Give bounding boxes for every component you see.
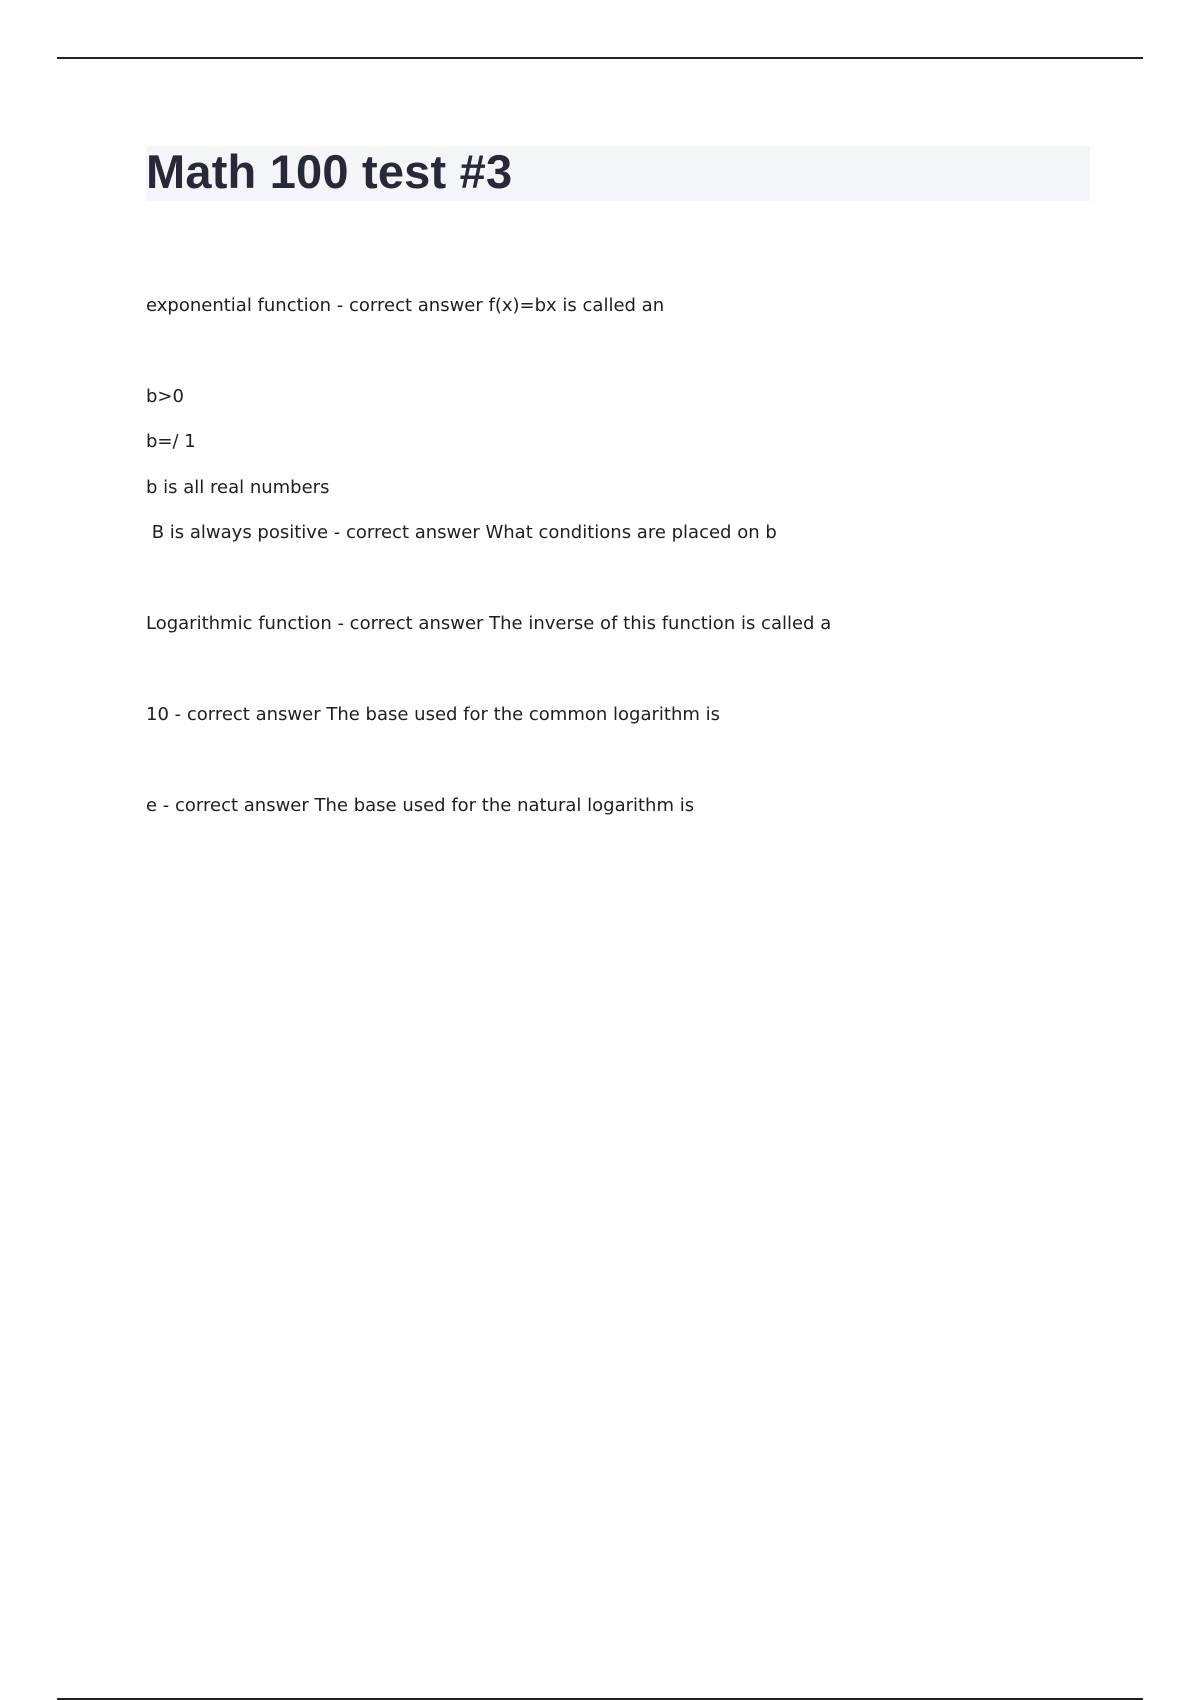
text-line: exponential function - correct answer f(x)=bx is called an [146, 295, 665, 316]
text-line: Logarithmic function - correct answer The inverse of this function is called a [146, 613, 832, 634]
text-line: b=/ 1 [146, 431, 196, 452]
text-line: B is always positive - correct answer What conditions are placed on b [146, 522, 777, 543]
page-title: Math 100 test #3 [146, 145, 513, 198]
text-line: e - correct answer The base used for the natural logarithm is [146, 795, 695, 816]
top-rule [57, 57, 1143, 59]
text-line: b is all real numbers [146, 477, 330, 498]
text-line: b>0 [146, 386, 184, 407]
text-line: 10 - correct answer The base used for the common logarithm is [146, 704, 720, 725]
